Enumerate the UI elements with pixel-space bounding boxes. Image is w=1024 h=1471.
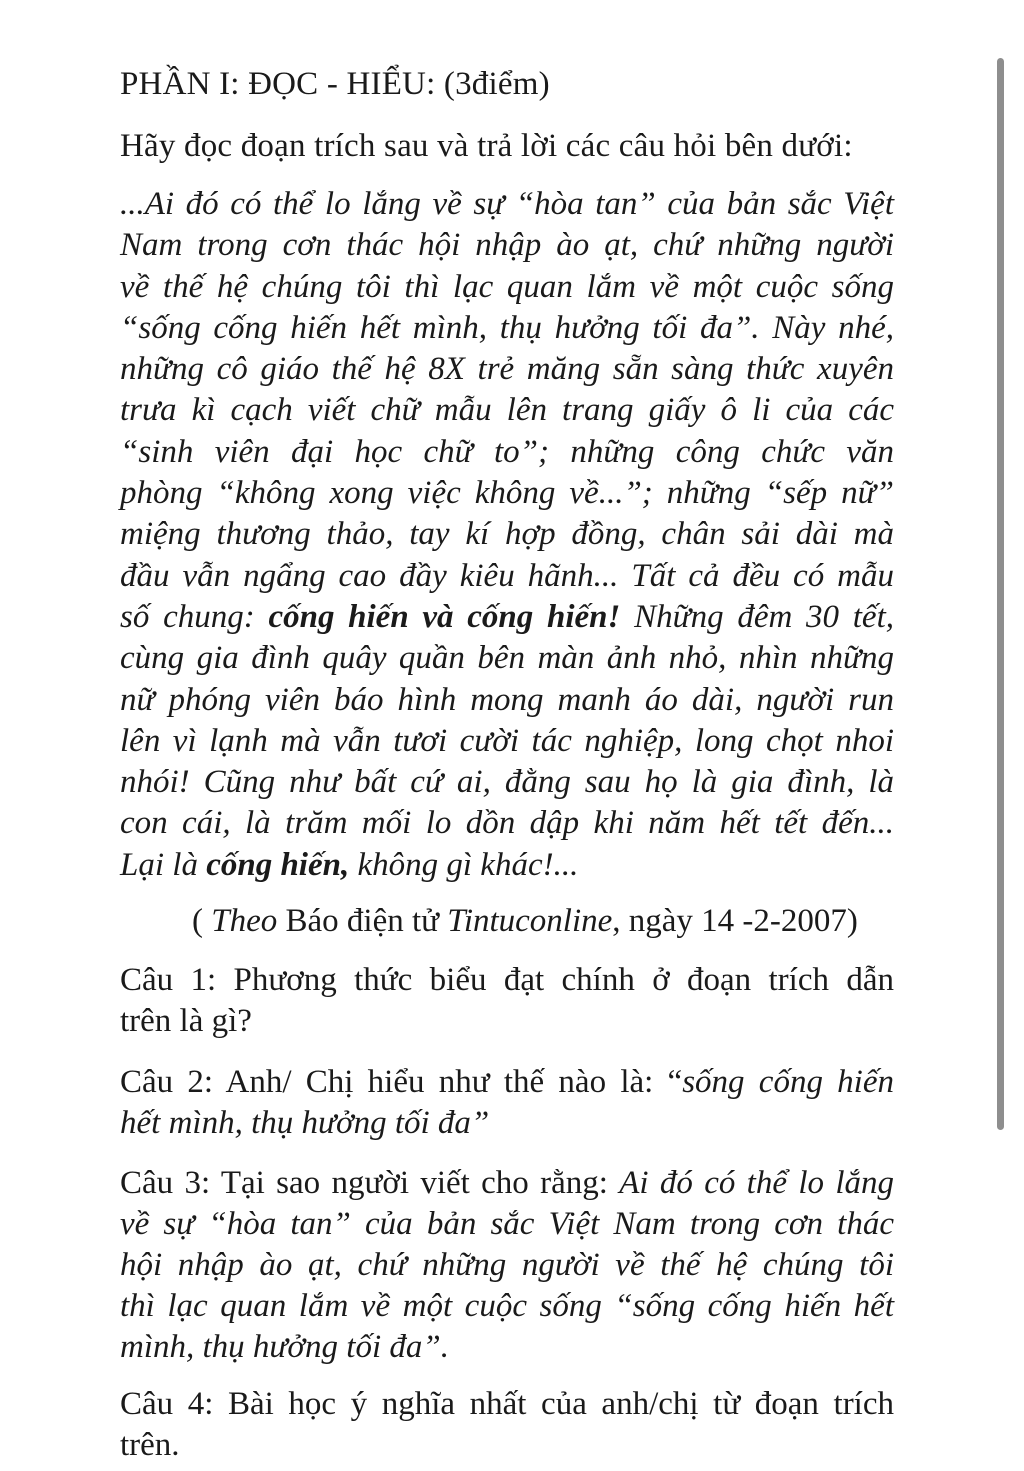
question-line: Câu 1: Phương thức biểu đạt chính ở đoạn trích dẫn: [120, 962, 894, 998]
passage-line: trưa kì cạch viết chữ mẫu lên trang giấy ô li của các: [120, 392, 894, 429]
question-2: [120, 1062, 894, 1144]
question-line: hội nhập ào ạt, chứ những người về thế hệ chúng tôi: [120, 1247, 894, 1283]
passage-line: những cô giáo thế hệ 8X trẻ măng sẵn sàng thức xuyên: [120, 351, 894, 388]
question-line: về sự “hòa tan” của bản sắc Việt Nam trong cơn thác: [120, 1206, 894, 1242]
source-citation: [192, 903, 858, 940]
passage-line: phòng “không xong việc không về...”; những “sếp nữ”: [120, 475, 894, 512]
question-quote: Ai đó có thể lo lắng: [619, 1165, 894, 1201]
passage-line: Nam trong cơn thác hội nhập ào ạt, chứ những người: [120, 227, 894, 264]
passage-line: [120, 597, 894, 638]
passage-text: số chung:: [120, 598, 269, 635]
passage-line: “sinh viên đại học chữ to”; những công chức văn: [120, 433, 894, 470]
passage-text: không gì khác!...: [349, 846, 579, 883]
passage-line: lên vì lạnh mà vẫn tươi cười tác nghiệp, long chọt nhoi: [120, 722, 894, 759]
passage-line: nhói! Cũng như bất cứ ai, đằng sau họ là gia đình, là: [120, 764, 894, 801]
vertical-scrollbar[interactable]: [997, 58, 1004, 1130]
question-line: [120, 1163, 894, 1204]
passage-line: về thế hệ chúng tôi thì lạc quan lắm về một cuộc sống: [120, 268, 894, 305]
passage-line: đầu vẫn ngẩng cao đầy kiêu hãnh... Tất cả đều có mẫu: [120, 557, 894, 594]
question-quote: sống cống hiến: [682, 1064, 894, 1100]
passage-line: [120, 845, 894, 886]
passage-line: cùng gia đình quây quần bên màn ảnh nhỏ, nhìn những: [120, 640, 894, 677]
question-text: Câu 3: Tại sao người viết cho rằng:: [120, 1165, 620, 1201]
question-line: thì lạc quan lắm về một cuộc sống “sống cống hiến hết: [120, 1288, 894, 1324]
citation-text: Báo điện tử: [277, 903, 448, 939]
citation-date: , ngày 14 -2-2007): [612, 903, 858, 939]
passage-bold-text: cống hiến,: [206, 846, 350, 883]
question-line: trên.: [120, 1427, 180, 1463]
passage-line: nữ phóng viên báo hình mong manh áo dài, người run: [120, 681, 894, 718]
question-line: Câu 4: Bài học ý nghĩa nhất của anh/chị từ đoạn trích: [120, 1386, 894, 1422]
passage-line: miệng thương thảo, tay kí hợp đồng, chân sải dài mà: [120, 516, 894, 553]
instruction-text: Hãy đọc đoạn trích sau và trả lời các câu hỏi bên dưới:: [120, 128, 853, 164]
question-line: mình, thụ hưởng tối đa”.: [120, 1329, 449, 1365]
passage-line: ...Ai đó có thể lo lắng về sự “hòa tan” của bản sắc Việt: [120, 186, 894, 222]
citation-site-name: Tintuconline: [447, 903, 613, 939]
citation-italic: Theo: [211, 903, 278, 939]
question-1: [120, 960, 894, 1042]
question-line: trên là gì?: [120, 1003, 252, 1039]
passage-bold-text: cống hiến và cống hiến!: [268, 598, 621, 635]
passage-line: con cái, là trăm mối lo dồn dập khi năm hết tết đến...: [120, 805, 894, 842]
excerpt-passage: [120, 184, 894, 886]
question-line: [120, 1062, 894, 1103]
passage-text: Những đêm 30 tết,: [620, 598, 894, 635]
question-4: [120, 1384, 894, 1466]
question-3: [120, 1163, 894, 1368]
question-line: hết mình, thụ hưởng tối đa”: [120, 1105, 490, 1141]
passage-text: Lại là: [120, 846, 207, 883]
section-heading: PHẦN I: ĐỌC - HIỂU: (3điểm): [120, 66, 550, 102]
passage-line: “sống cống hiến hết mình, thụ hưởng tối đa”. Này nhé,: [120, 309, 894, 346]
question-text: Câu 2: Anh/ Chị hiểu như thế nào là: “: [120, 1064, 683, 1100]
citation-text: (: [192, 903, 212, 939]
